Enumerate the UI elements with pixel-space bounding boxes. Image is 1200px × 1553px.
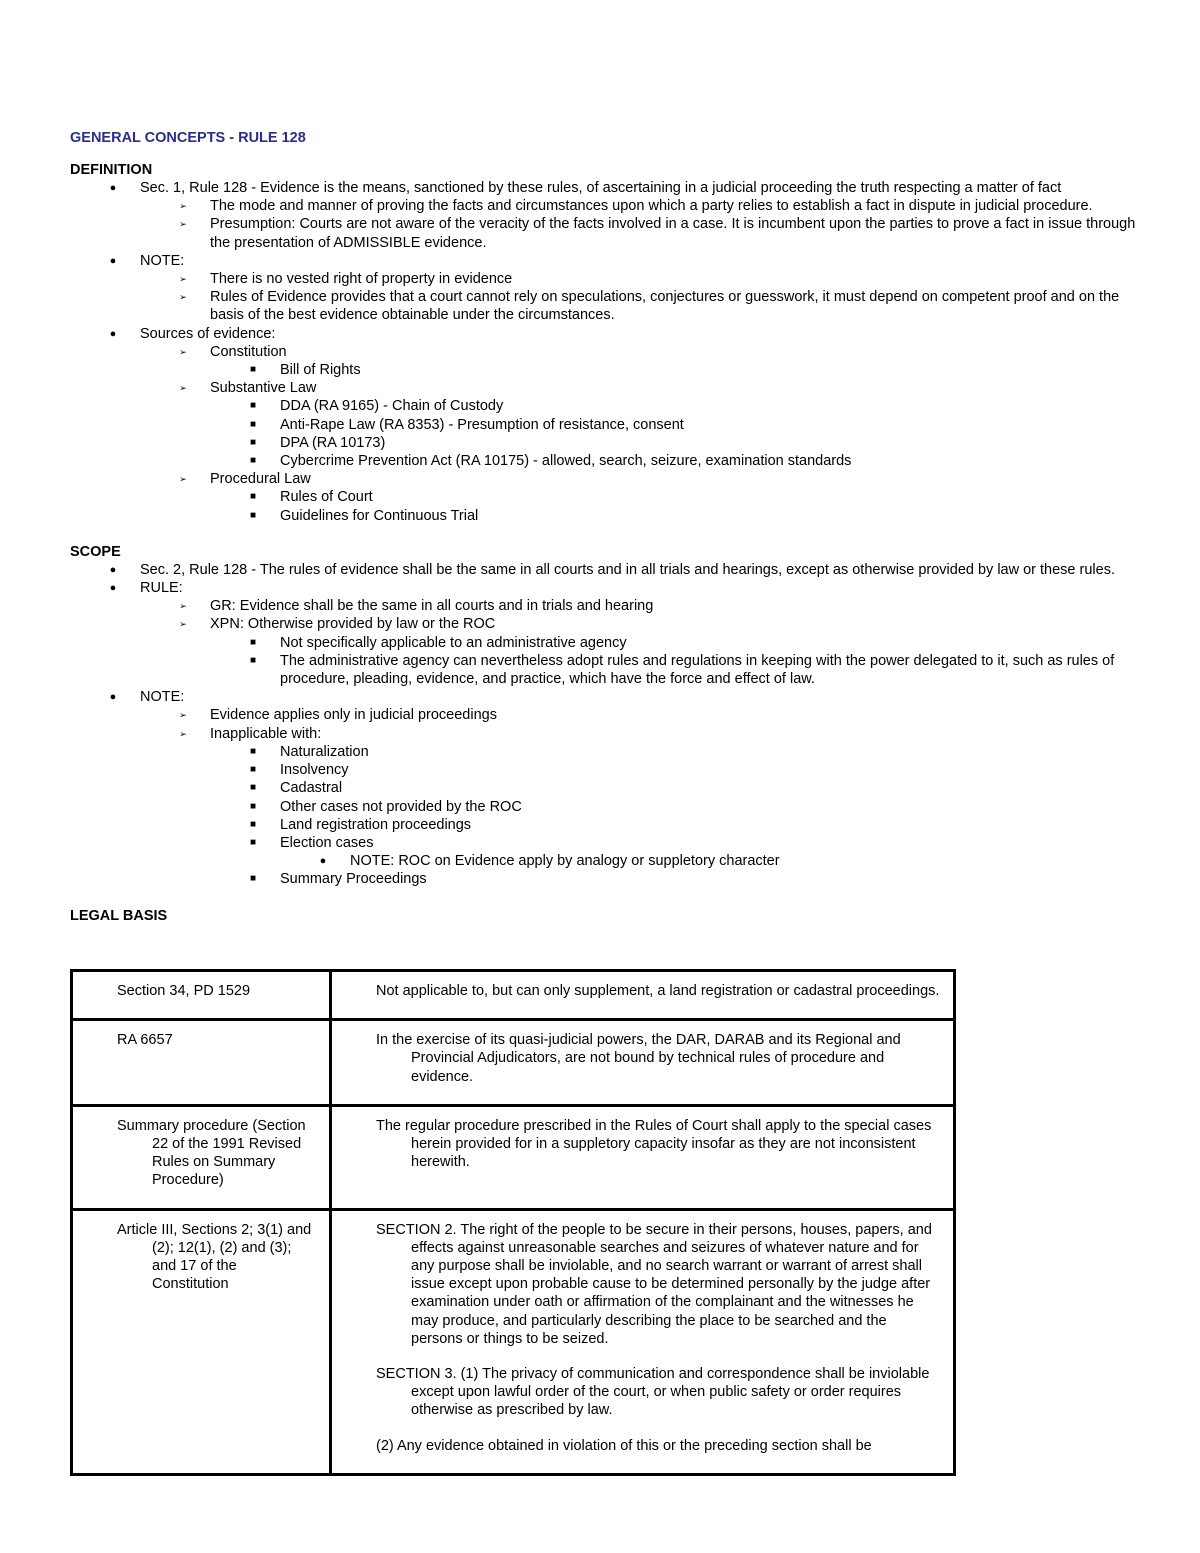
cell-text: SECTION 2. The right of the people to be secure in their persons, houses, papers, and effects against unreasonable searches and seizures of whatever nature and for any purpose shall be inviolable, and no search warrant or warrant of arrest shall issue except upon probable cause to be determined personally by the judge after examination under oath or affirmation of the complainant and the witnesses he may produce, and particularly describing the place to be searched and the persons or things to be seized. <box>376 1221 932 1347</box>
list-item-text: RULE: <box>140 580 183 597</box>
list-item <box>140 270 1140 288</box>
list-item-text: Sources of evidence: <box>140 325 276 342</box>
arrow-bullet-icon: ➢ <box>179 601 187 612</box>
square-bullet-icon: ■ <box>249 436 257 448</box>
list-item-text: Summary Proceedings <box>280 871 427 888</box>
list-item <box>210 452 1140 470</box>
definition-heading: DEFINITION <box>70 162 153 178</box>
cell-text: Article III, Sections 2; 3(1) and (2); 12(1), (2) and (3); and 17 of the Constitution <box>117 1221 312 1293</box>
list-item <box>140 597 1140 615</box>
table-row <box>72 971 955 1020</box>
square-bullet-icon: ■ <box>249 491 257 503</box>
list-item <box>70 325 1140 525</box>
list-item <box>70 252 1140 325</box>
square-bullet-icon: ■ <box>249 873 257 885</box>
list-item-text: NOTE: ROC on Evidence apply by analogy or suppletory character <box>350 853 780 870</box>
list-item-text: Substantive Law <box>210 380 317 397</box>
list-item <box>210 507 1140 525</box>
list-item-text: Inapplicable with: <box>210 725 322 742</box>
cell-text: RA 6657 <box>117 1032 173 1049</box>
cell-text: In the exercise of its quasi-judicial powers, the DAR, DARAB and its Regional and Provincial Adjudicators, are not bound by technical rules of procedure and evidence. <box>376 1032 901 1085</box>
table-cell <box>331 971 955 1020</box>
list-item-text: Sec. 2, Rule 128 - The rules of evidence shall be the same in all courts and in all trials and hearings, except as otherwise provided by law or these rules. <box>140 561 1115 578</box>
list-item-text: Guidelines for Continuous Trial <box>280 507 479 524</box>
list-item <box>140 706 1140 724</box>
arrow-bullet-icon: ➢ <box>179 383 187 394</box>
list-item-text: Land registration proceedings <box>280 816 472 833</box>
list-item <box>140 215 1140 251</box>
table-cell <box>331 1209 955 1474</box>
list-item <box>210 816 1140 834</box>
list-item-text: Evidence applies only in judicial proceedings <box>210 707 497 724</box>
list-item-text: Naturalization <box>280 743 369 760</box>
table-row <box>72 1209 955 1474</box>
list-item-text: Cadastral <box>280 780 343 797</box>
square-bullet-icon: ■ <box>249 745 257 757</box>
square-bullet-icon: ■ <box>249 836 257 848</box>
list-item-text: XPN: Otherwise provided by law or the ROC <box>210 616 496 633</box>
arrow-bullet-icon: ➢ <box>179 728 187 739</box>
scope-list <box>70 561 1140 889</box>
page-title: GENERAL CONCEPTS - RULE 128 <box>70 130 306 146</box>
square-bullet-icon: ■ <box>249 782 257 794</box>
square-bullet-icon: ■ <box>249 400 257 412</box>
list-item-text: Bill of Rights <box>280 362 361 379</box>
list-item <box>210 779 1140 797</box>
definition-list <box>70 179 1140 525</box>
arrow-bullet-icon: ➢ <box>179 201 187 212</box>
arrow-bullet-icon: ➢ <box>179 474 187 485</box>
cell-text: Not applicable to, but can only supplement, a land registration or cadastral proceedings. <box>376 983 940 999</box>
square-bullet-icon: ■ <box>249 818 257 830</box>
square-bullet-icon: ■ <box>249 455 257 467</box>
square-bullet-icon: ■ <box>249 654 257 666</box>
list-item <box>140 288 1140 324</box>
table-row <box>72 1020 955 1106</box>
list-item <box>210 488 1140 506</box>
list-item-text: The mode and manner of proving the facts and circumstances upon which a party relies to establish a fact in dispute in judicial procedure. <box>210 198 1093 215</box>
list-item <box>210 416 1140 434</box>
scope-heading: SCOPE <box>70 543 121 560</box>
list-item <box>210 870 1140 888</box>
list-item-text: The administrative agency can nevertheless adopt rules and regulations in keeping with the power delegated to it, such as rules of procedure, pleading, evidence, and practice, which have the force and effect of law. <box>280 652 1115 688</box>
list-item <box>70 579 1140 688</box>
list-item-text: Anti-Rape Law (RA 8353) - Presumption of resistance, consent <box>280 416 684 433</box>
arrow-bullet-icon: ➢ <box>179 619 187 630</box>
table-cell <box>72 1105 331 1209</box>
list-item-text: DPA (RA 10173) <box>280 434 386 451</box>
list-item-text: DDA (RA 9165) - Chain of Custody <box>280 398 504 415</box>
bullet-icon: ● <box>109 582 117 595</box>
list-item-text: NOTE: <box>140 689 185 706</box>
bullet-icon: ● <box>109 327 117 340</box>
list-item <box>210 397 1140 415</box>
list-item-text: There is no vested right of property in evidence <box>210 271 513 288</box>
square-bullet-icon: ■ <box>249 418 257 430</box>
list-item <box>280 852 1140 870</box>
legal-basis-heading: LEGAL BASIS <box>70 907 168 924</box>
list-item-text: Rules of Evidence provides that a court cannot rely on speculations, conjectures or guesswork, it must depend on competent proof and on the basis of the best evidence obtainable under the circumstances. <box>210 289 1120 324</box>
square-bullet-icon: ■ <box>249 509 257 521</box>
cell-text: (2) Any evidence obtained in violation of this or the preceding section shall be <box>376 1437 872 1454</box>
bullet-icon: ● <box>109 563 117 576</box>
list-item <box>140 379 1140 470</box>
bullet-icon: ● <box>109 254 117 267</box>
table-cell <box>72 1209 331 1474</box>
arrow-bullet-icon: ➢ <box>179 710 187 721</box>
table-cell <box>331 1105 955 1209</box>
cell-text: SECTION 3. (1) The privacy of communication and correspondence shall be inviolable except upon lawful order of the court, or when public safety or order requires otherwise as prescribed by law. <box>376 1366 930 1419</box>
square-bullet-icon: ■ <box>249 764 257 776</box>
list-item <box>210 834 1140 870</box>
list-item <box>140 343 1140 379</box>
list-item-text: Rules of Court <box>280 489 373 506</box>
list-item-text: Sec. 1, Rule 128 - Evidence is the means, sanctioned by these rules, of ascertaining in a judicial proceeding the truth respecting a matter of fact <box>140 180 1062 196</box>
arrow-bullet-icon: ➢ <box>179 292 187 303</box>
legal-basis-table <box>70 969 956 1476</box>
list-item-text: GR: Evidence shall be the same in all courts and in trials and hearing <box>210 598 654 615</box>
list-item <box>210 361 1140 379</box>
list-item <box>70 561 1140 579</box>
cell-text: Summary procedure (Section 22 of the 1991 Revised Rules on Summary Procedure) <box>117 1117 306 1189</box>
cell-text: Section 34, PD 1529 <box>117 983 251 999</box>
list-item-text: Not specifically applicable to an administrative agency <box>280 634 627 651</box>
table-cell <box>331 1020 955 1106</box>
bullet-icon: ● <box>109 182 117 194</box>
arrow-bullet-icon: ➢ <box>179 346 187 357</box>
list-item <box>140 615 1140 688</box>
arrow-bullet-icon: ➢ <box>179 274 187 285</box>
square-bullet-icon: ■ <box>249 636 257 648</box>
table-row <box>72 1105 955 1209</box>
list-item-text: Election cases <box>280 834 374 851</box>
square-bullet-icon: ■ <box>249 364 257 376</box>
list-item-text: Constitution <box>210 343 287 360</box>
list-item <box>210 434 1140 452</box>
bullet-icon: ● <box>319 855 327 868</box>
list-item <box>140 197 1140 215</box>
arrow-bullet-icon: ➢ <box>179 219 187 230</box>
list-item <box>70 179 1140 252</box>
table-cell <box>72 1020 331 1106</box>
document-body <box>70 129 1140 925</box>
list-item-text: Presumption: Courts are not aware of the veracity of the facts involved in a case. It is incumbent upon the parties to prove a fact in issue through the presentation of ADMISSIBLE evidence. <box>210 216 1136 251</box>
list-item <box>140 725 1140 889</box>
square-bullet-icon: ■ <box>249 800 257 812</box>
list-item <box>210 652 1140 688</box>
cell-text: The regular procedure prescribed in the Rules of Court shall apply to the special cases herein provided for in a suppletory capacity insofar as they are not inconsistent herewith. <box>376 1117 932 1171</box>
list-item-text: Insolvency <box>280 762 349 779</box>
list-item <box>70 688 1140 888</box>
table-cell <box>72 971 331 1020</box>
list-item-text: Other cases not provided by the ROC <box>280 798 522 815</box>
list-item <box>140 470 1140 525</box>
list-item <box>210 798 1140 816</box>
list-item <box>210 634 1140 652</box>
list-item-text: Procedural Law <box>210 471 311 488</box>
list-item <box>210 761 1140 779</box>
list-item-text: Cybercrime Prevention Act (RA 10175) - allowed, search, seizure, examination standards <box>280 453 852 470</box>
list-item <box>210 743 1140 761</box>
list-item-text: NOTE: <box>140 252 185 269</box>
bullet-icon: ● <box>109 691 117 704</box>
